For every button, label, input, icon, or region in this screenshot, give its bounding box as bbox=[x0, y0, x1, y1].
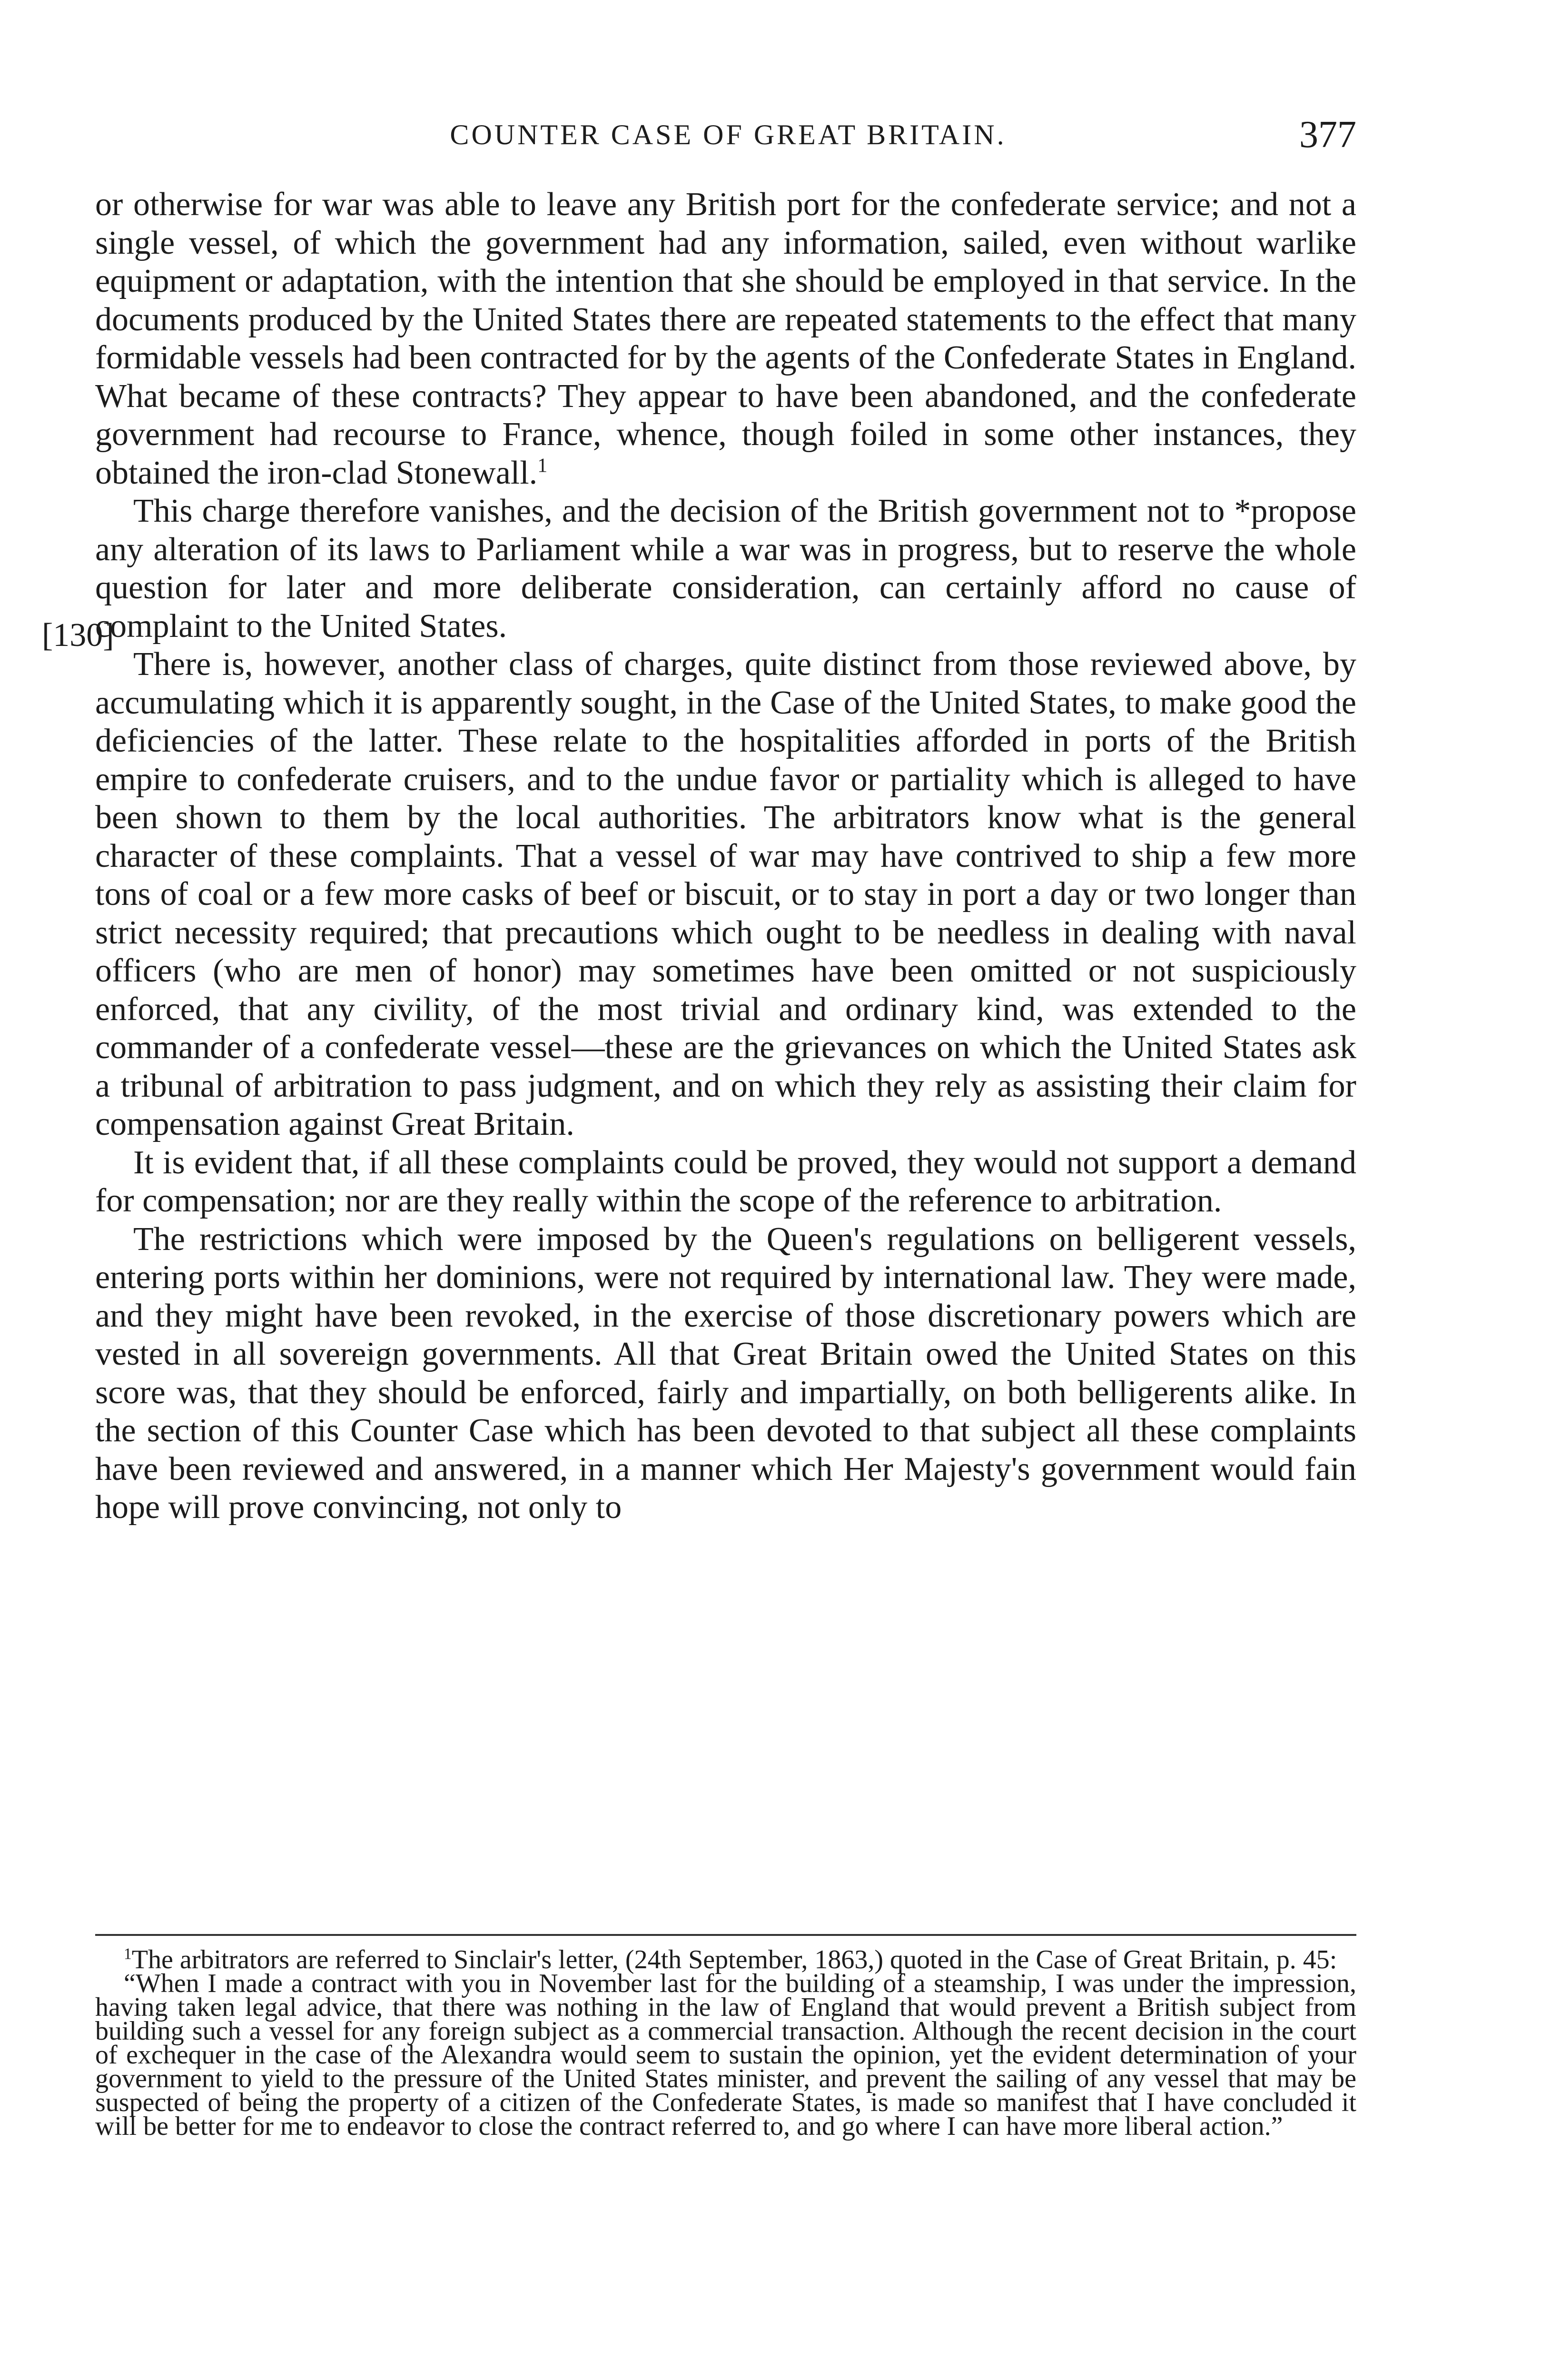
paragraph-3: There is, however, another class of charges, quite distinct from those reviewed above, by accumulating which it is apparently sought, in the Case of the United States, to make good the deficiencies of the latter. These relate to the hospitalities afforded in ports of the British empire to confederate cruisers, and to the undue favor or partiality which is alleged to have been shown to them by the local authorities. The arbitrators know what is the general character of these complaints. That a vessel of war may have contrived to ship a few more tons of coal or a few more casks of beef or biscuit, or to stay in port a day or two longer than strict necessity required; that precautions which ought to be needless in dealing with naval officers (who are men of honor) may sometimes have been omitted or not suspiciously enforced, that any civility, of the most trivial and ordinary kind, was extended to the commander of a confederate vessel—these are the grievances on which the United States ask a tribunal of arbitration to pass judgment, and on which they rely as assisting their claim for compensation against Great Britain. bbox=[95, 646, 1356, 1142]
paragraph-5: The restrictions which were imposed by the Queen's regulations on belligerent vessels, entering ports within her dominions, were not required by international law. They were made, and they might have been revoked, in the exercise of those discretionary powers which are vested in all sovereign governments. All that Great Britain owed the United States on this score was, that they should be enforced, fairly and impartially, on both belligerents alike. In the section of this Counter Case which has been devoted to that subject all these complaints have been reviewed and answered, in a manner which Her Majesty's government would fain hope will prove convincing, not only to bbox=[95, 1220, 1356, 1526]
running-head bbox=[100, 109, 1356, 161]
footnotes bbox=[95, 1945, 1356, 2141]
paragraph-1 bbox=[95, 186, 1356, 492]
footnote-intro bbox=[95, 1945, 1356, 1974]
footnote-marker: 1 bbox=[124, 1945, 132, 1963]
running-title: COUNTER CASE OF GREAT BRITAIN. bbox=[450, 119, 1007, 150]
paragraph-1-text: or otherwise for war was able to leave any British port for the confederate service; and not a single vessel, of which the government had any information, sailed, even without warlike equipment or adaptation, with the intention that she should be employed in that service. In the documents produced by the United States there are repeated statements to the effect that many formidable vessels had been contracted for by the agents of the Confederate States in England. What became of these contracts? They appear to have been abandoned, and the confederate government had recourse to France, whence, though foiled in some other instances, they obtained the iron-clad Stonewall. bbox=[95, 186, 1356, 491]
paragraph-2: This charge therefore vanishes, and the decision of the British government not to *propose any alteration of its laws to Parliament while a war was in progress, but to reserve the whole question for later and more deliberate consideration, can certainly afford no cause of complaint to the United States. bbox=[95, 493, 1356, 645]
page-number: 377 bbox=[1299, 114, 1356, 156]
footnote-divider bbox=[95, 1934, 1356, 1936]
footnote-reference: 1 bbox=[537, 455, 548, 477]
body-text bbox=[95, 186, 1356, 1527]
footnote-intro-text: The arbitrators are referred to Sinclair's letter, (24th September, 1863,) quoted in the Case of Great Britain, p. 45: bbox=[131, 1945, 1337, 1974]
original-page-marker: [130] bbox=[42, 617, 114, 654]
footnote-quote: “When I made a contract with you in November last for the building of a steamship, I was under the impression, having taken legal advice, that there was nothing in the law of England that would prevent a British subject from building such a vessel for any foreign subject as a commercial transaction. Although the recent decision in the court of exchequer in the case of the Alexandra would seem to sustain the opinion, yet the evident determination of your government to yield to the pressure of the United States minister, and prevent the sailing of any vessel that may be suspected of being the property of a citizen of the Confederate States, is made so manifest that I have concluded it will be better for me to endeavor to close the contract referred to, and go where I can have more liberal action.” bbox=[95, 1969, 1356, 2141]
paragraph-4: It is evident that, if all these complaints could be proved, they would not support a demand for compensation; nor are they really within the scope of the reference to arbitration. bbox=[95, 1144, 1356, 1219]
